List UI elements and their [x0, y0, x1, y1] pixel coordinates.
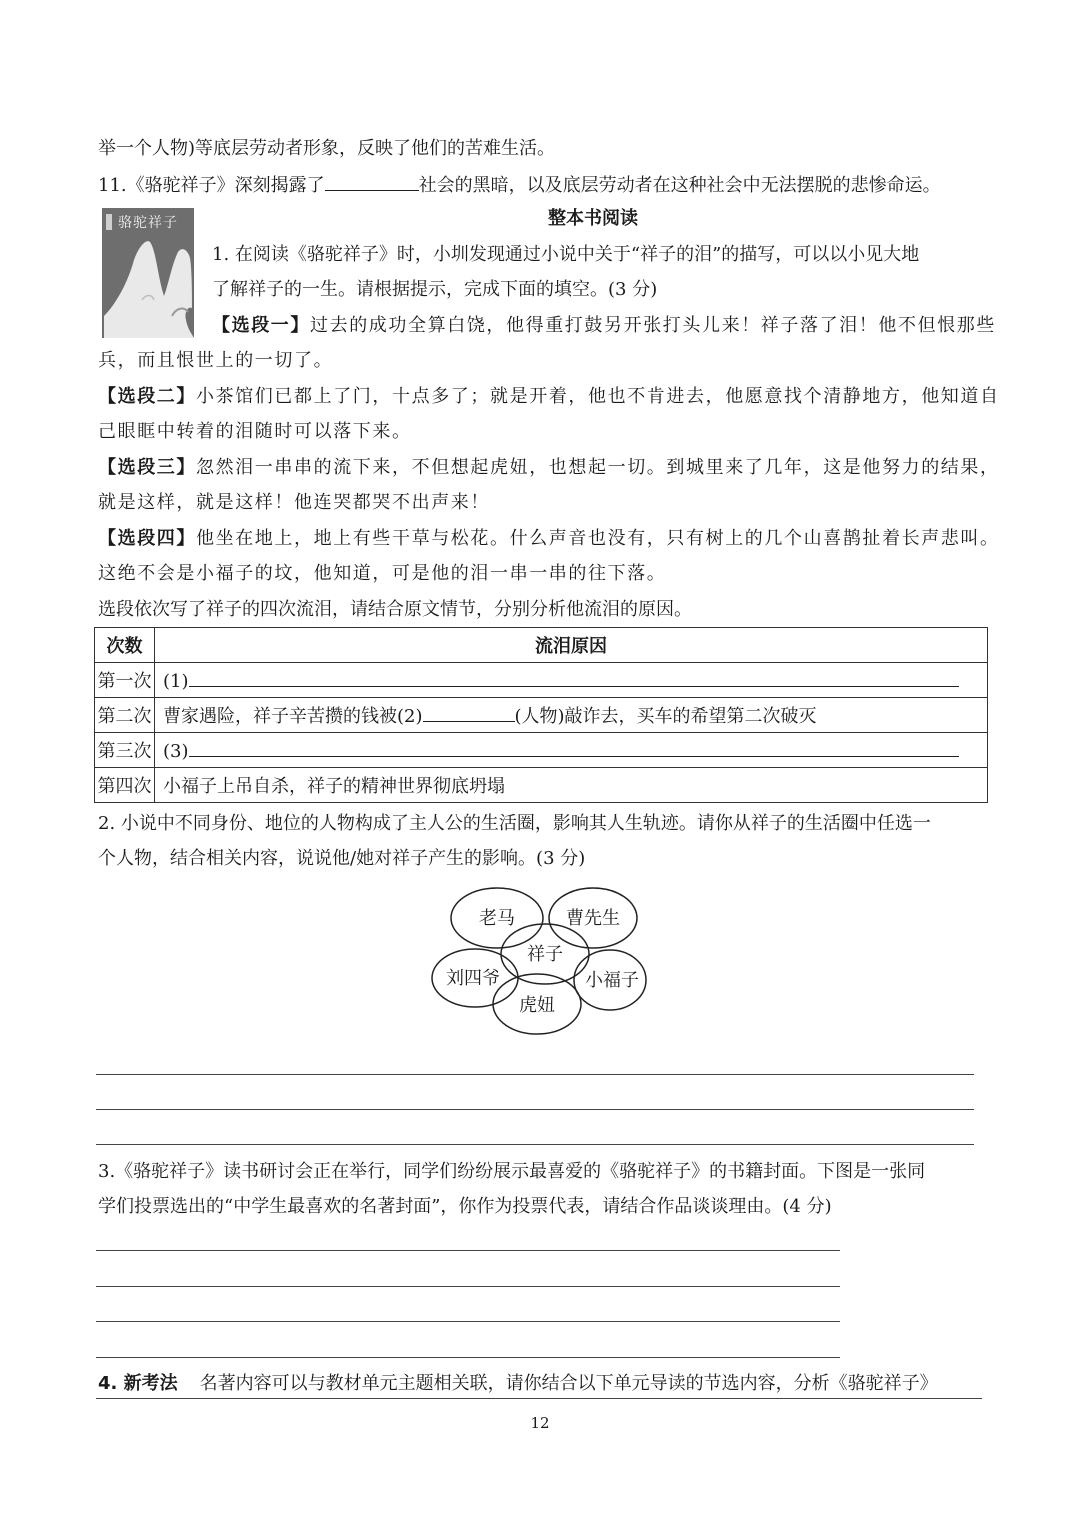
q11-after: 社会的黑暗，以及底层劳动者在这种社会中无法摆脱的悲惨命运。: [418, 175, 941, 196]
row-prefix: (1): [163, 671, 189, 692]
excerpt-1-line2: 兵，而且恨世上的一切了。: [98, 350, 334, 371]
question-3-line2: 学们投票选出的“中学生最喜欢的名著封面”，你作为投票代表，请结合作品谈谈理由。(4 分): [98, 1196, 832, 1217]
row-reason: [155, 663, 988, 698]
excerpt-1-text: 过去的成功全算白饶，他得重打鼓另开张打头儿来！祥子落了泪！他不但恨那些: [310, 315, 996, 336]
table-row: [95, 663, 988, 698]
life-circle-diagram: [430, 886, 650, 1036]
excerpt-4-label: 【选段四】: [98, 528, 196, 549]
label-cao-xiansheng: 曹先生: [566, 908, 620, 929]
q2-answer-line[interactable]: [96, 1074, 974, 1075]
answer-blank-3[interactable]: [189, 738, 959, 757]
cover-title: 骆驼祥子: [118, 215, 178, 231]
header-reason: 流泪原因: [155, 628, 988, 663]
q3-answer-line[interactable]: [96, 1286, 840, 1287]
table-row: [95, 733, 988, 768]
row-reason: 小福子上吊自杀，祥子的精神世界彻底坍塌: [155, 768, 988, 803]
answer-blank-2[interactable]: [423, 703, 515, 722]
header-count: 次数: [95, 628, 155, 663]
question-1-line2: 了解祥子的一生。请根据提示，完成下面的填空。(3 分): [212, 279, 658, 300]
table-row: [95, 698, 988, 733]
q3-answer-line[interactable]: [96, 1357, 840, 1358]
question-1-line1: 1. 在阅读《骆驼祥子》时，小圳发现通过小说中关于“祥子的泪”的描写，可以以小见大地: [212, 244, 920, 265]
book-cover-image: [102, 208, 194, 338]
row-prefix: (3): [163, 741, 189, 762]
row-count: 第二次: [95, 698, 155, 733]
q11-answer-blank[interactable]: [325, 172, 419, 191]
label-liu-siye: 刘四爷: [446, 968, 500, 989]
excerpt-2-text: 小茶馆们已都上了门，十点多了；就是开着，他也不肯进去，他愿意找个清静地方，他知道自: [196, 386, 1000, 407]
row-reason: [155, 698, 988, 733]
excerpt-4-line2: 这绝不会是小福子的坟，他知道，可是他的泪一串一串的往下落。: [98, 563, 667, 584]
q2-answer-line[interactable]: [96, 1109, 974, 1110]
page-number: 12: [530, 1414, 550, 1432]
excerpt-1-label: 【选段一】: [212, 315, 310, 336]
cover-artwork: [102, 208, 194, 338]
excerpt-2-line2: 己眼眶中转着的泪随时可以落下来。: [98, 421, 412, 442]
question-3-line1: 3.《骆驼祥子》读书研讨会正在举行，同学们纷纷展示最喜爱的《骆驼祥子》的书籍封面。下图是一张同: [98, 1161, 926, 1182]
row-count: 第三次: [95, 733, 155, 768]
row-count: 第四次: [95, 768, 155, 803]
question-4: [98, 1372, 938, 1396]
q3-answer-line[interactable]: [96, 1250, 840, 1251]
q4-text: 名著内容可以与教材单元主题相关联，请你结合以下单元导读的节选内容，分析《骆驼祥子》: [199, 1373, 938, 1394]
excerpt-4-text: 他坐在地上，地上有些干草与松花。什么声音也没有，只有树上的几个山喜鹊扯着长声悲叫。: [196, 528, 1000, 549]
continued-text: 举一个人物)等底层劳动者形象，反映了他们的苦难生活。: [98, 138, 556, 159]
question-2-line2: 个人物，结合相关内容，说说他/她对祥子产生的影响。(3 分): [98, 848, 586, 869]
row-count: 第一次: [95, 663, 155, 698]
row-prefix: 曹家遇险，祥子辛苦攒的钱被(2): [163, 706, 423, 727]
label-xiangzi: 祥子: [527, 944, 563, 965]
question-2-line1: 2. 小说中不同身份、地位的人物构成了主人公的生活圈，影响其人生轨迹。请你从祥子的生活圈中任选一: [98, 813, 931, 834]
excerpt-2-label: 【选段二】: [98, 386, 196, 407]
section-title: 整本书阅读: [548, 208, 638, 229]
label-hu-niu: 虎妞: [519, 995, 555, 1016]
excerpt-4-line1: [98, 527, 1000, 551]
table-header-row: [95, 628, 988, 663]
table-intro: 选段依次写了祥子的四次流泪，请结合原文情节，分别分析他流泪的原因。: [98, 599, 692, 620]
row-reason: [155, 733, 988, 768]
label-lao-ma: 老马: [479, 908, 515, 929]
q3-answer-line[interactable]: [96, 1321, 840, 1322]
excerpt-3-line1: [98, 456, 1000, 480]
question-11: [98, 172, 941, 198]
label-xiao-fuzi: 小福子: [585, 970, 639, 991]
q4-label: 4. 新考法: [98, 1373, 178, 1394]
answer-blank-1[interactable]: [189, 668, 959, 687]
q2-answer-line[interactable]: [96, 1144, 974, 1145]
q11-before: 11.《骆驼祥子》深刻揭露了: [98, 175, 325, 196]
excerpt-3-label: 【选段三】: [98, 457, 196, 478]
table-row: [95, 768, 988, 803]
tears-table: [94, 627, 988, 803]
excerpt-3-line2: 就是这样，就是这样！他连哭都哭不出声来！: [98, 492, 490, 513]
footer-divider: [96, 1398, 982, 1399]
row-suffix: (人物)敲诈去，买车的希望第二次破灭: [514, 706, 817, 727]
excerpt-2-line1: [98, 385, 1000, 409]
excerpt-3-text: 忽然泪一串串的流下来，不但想起虎妞，也想起一切。到城里来了几年，这是他努力的结果，: [196, 457, 1000, 478]
excerpt-1-line1: [212, 314, 996, 338]
